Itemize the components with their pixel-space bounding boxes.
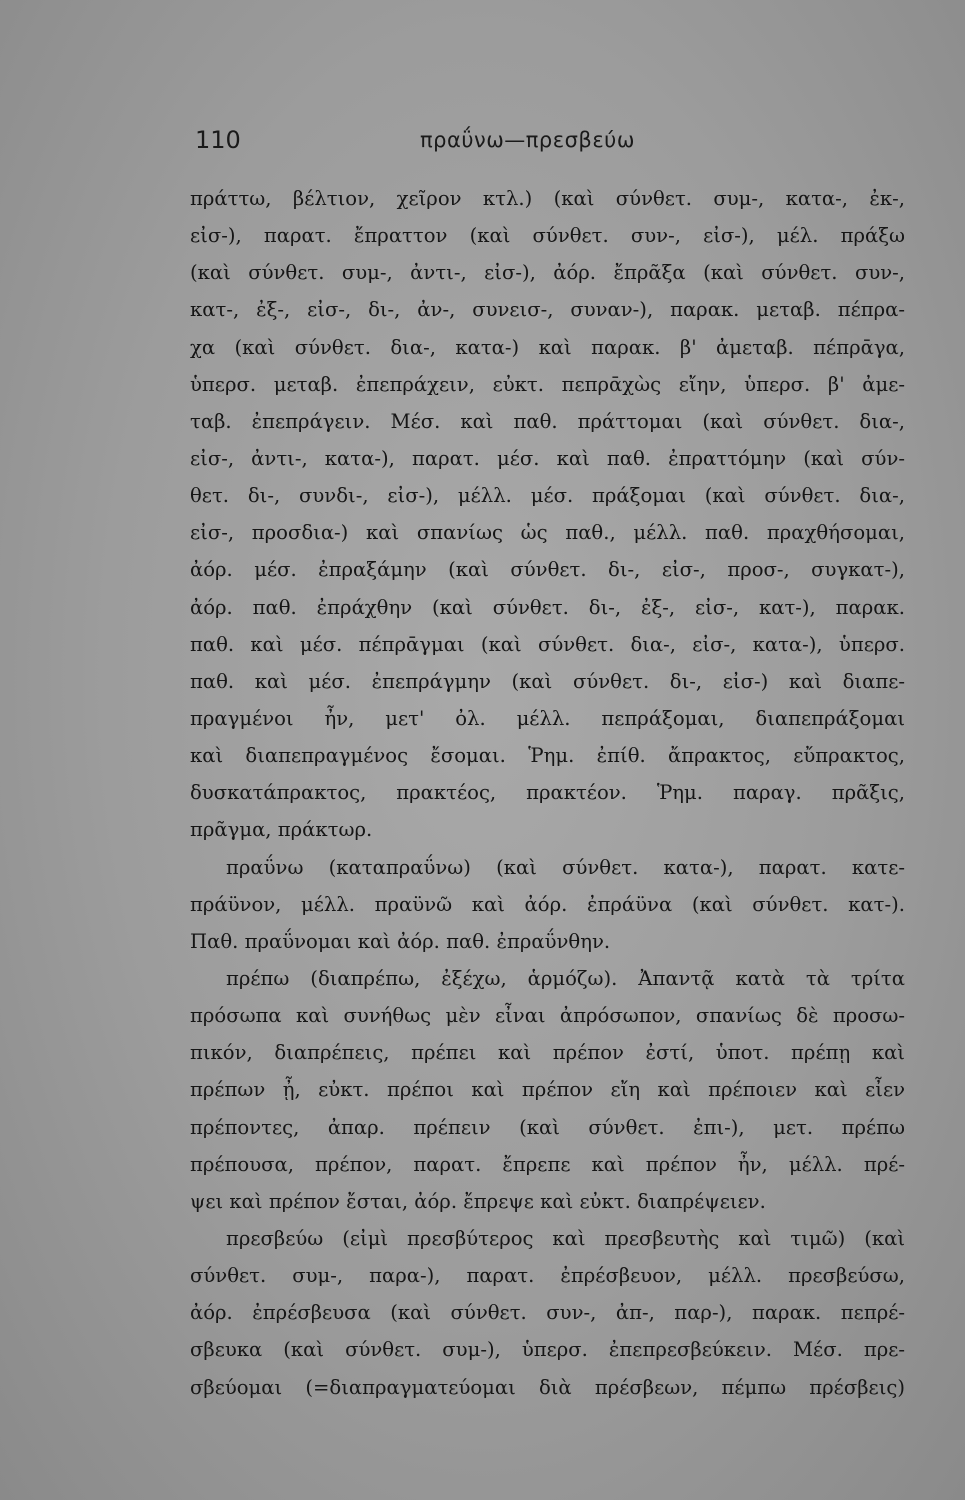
text-line: πρέποντες, ἀπαρ. πρέπειν (καὶ σύνθετ. ἐπι-), μετ. πρέπω (190, 1115, 905, 1139)
text-line: εἰσ-, προσδια-) καὶ σπανίως ὡς παθ., μέλλ. παθ. πραχθήσομαι, (190, 521, 905, 545)
text-line: εἰσ-), παρατ. ἔπραττον (καὶ σύνθετ. συν-, εἰσ-), μέλ. πράξω (190, 224, 905, 248)
page-header (195, 122, 905, 162)
text-line: πρέπουσα, πρέπον, παρατ. ἔπρεπε καὶ πρέπον ἦν, μέλλ. πρέ- (190, 1152, 905, 1176)
text-line: δυσκατάπρακτος, πρακτέος, πρακτέον. Ῥημ. παραγ. πρᾶξις, (190, 781, 905, 805)
entry-first-line: πρεσβεύω (εἰμὶ πρεσβύτερος καὶ πρεσβευτὴς καὶ τιμῶ) (καὶ (226, 1226, 905, 1250)
text-line: παθ. καὶ μέσ. πέπρᾱγμαι (καὶ σύνθετ. δια-, εἰσ-, κατα-), ὑπερσ. (190, 632, 905, 656)
text-line: σβευκα (καὶ σύνθετ. συμ-), ὑπερσ. ἐπεπρεσβεύκειν. Μέσ. πρε- (190, 1338, 905, 1362)
text-line: κατ-, ἐξ-, εἰσ-, δι-, ἀν-, συνεισ-, συναν-), παρακ. μεταβ. πέπρα- (190, 298, 905, 322)
text-line: εἰσ-, ἀντι-, κατα-), παρατ. μέσ. καὶ παθ. ἐπραττόμην (καὶ σύν- (190, 446, 905, 470)
text-line: ὑπερσ. μεταβ. ἐπεπράχειν, εὐκτ. πεπρᾱχὼς εἴην, ὑπερσ. β' ἀμε- (190, 372, 905, 396)
entry-first-line: πραΰνω (καταπραΰνω) (καὶ σύνθετ. κατα-), παρατ. κατε- (226, 855, 905, 879)
text-line: πρᾶγμα, πράκτωρ. (190, 818, 373, 842)
text-line: Παθ. πραΰνομαι καὶ ἀόρ. παθ. ἐπραΰνθην. (190, 929, 611, 953)
running-head: πραΰνω—πρεσβεύω (420, 128, 635, 152)
text-line: ἀόρ. μέσ. ἐπραξάμην (καὶ σύνθετ. δι-, εἰσ-, προσ-, συγκατ-), (190, 558, 905, 582)
text-line: πράττω, βέλτιον, χεῖρον κτλ.) (καὶ σύνθετ. συμ-, κατα-, ἐκ-, (190, 187, 905, 210)
text-line: ταβ. ἐπεπράγειν. Μέσ. καὶ παθ. πράττομαι (καὶ σύνθετ. δια-, (190, 409, 905, 433)
text-line: (καὶ σύνθετ. συμ-, ἀντι-, εἰσ-), ἀόρ. ἔπρᾶξα (καὶ σύνθετ. συν-, (190, 261, 905, 285)
text-line: πρόσωπα καὶ συνήθως μὲν εἶναι ἀπρόσωπον, σπανίως δὲ προσω- (190, 1004, 905, 1028)
entry-first-line: πρέπω (διαπρέπω, ἐξέχω, ἁρμόζω). Ἀπαντᾷ κατὰ τὰ τρίτα (226, 966, 905, 990)
text-line: ψει καὶ πρέπον ἔσται, ἀόρ. ἔπρεψε καὶ εὐκτ. διαπρέψειεν. (190, 1189, 766, 1213)
page-number: 110 (195, 126, 241, 154)
text-line: θετ. δι-, συνδι-, εἰσ-), μέλλ. μέσ. πράξομαι (καὶ σύνθετ. δια-, (190, 484, 905, 508)
text-line: παθ. καὶ μέσ. ἐπεπράγμην (καὶ σύνθετ. δι-, εἰσ-) καὶ διαπε- (190, 669, 905, 693)
text-line: σβεύομαι (=διαπραγματεύομαι διὰ πρέσβεων, πέμπω πρέσβεις) (190, 1375, 905, 1399)
text-line: πρέπων ᾖ, εὐκτ. πρέποι καὶ πρέπον εἴη καὶ πρέποιεν καὶ εἶεν (190, 1078, 905, 1102)
text-line: ἀόρ. παθ. ἐπράχθην (καὶ σύνθετ. δι-, ἐξ-, εἰσ-, κατ-), παρακ. (190, 595, 905, 619)
text-line: σύνθετ. συμ-, παρα-), παρατ. ἐπρέσβευον, μέλλ. πρεσβεύσω, (190, 1264, 905, 1288)
text-line: πικόν, διαπρέπεις, πρέπει καὶ πρέπον ἐστί, ὑποτ. πρέπῃ καὶ (190, 1041, 905, 1065)
text-line: πράϋνον, μέλλ. πραϋνῶ καὶ ἀόρ. ἐπράϋνα (καὶ σύνθετ. κατ-). (190, 892, 905, 916)
text-line: πραγμένοι ἦν, μετ' ὀλ. μέλλ. πεπράξομαι, διαπεπράξομαι (190, 706, 905, 730)
text-line: ἀόρ. ἐπρέσβευσα (καὶ σύνθετ. συν-, ἀπ-, παρ-), παρακ. πεπρέ- (190, 1301, 905, 1325)
body-text (190, 180, 905, 1406)
text-line: καὶ διαπεπραγμένος ἔσομαι. Ῥημ. ἐπίθ. ἄπρακτος, εὔπρακτος, (190, 744, 905, 768)
text-line: χα (καὶ σύνθετ. δια-, κατα-) καὶ παρακ. β' ἀμεταβ. πέπρᾱγα, (190, 335, 905, 359)
